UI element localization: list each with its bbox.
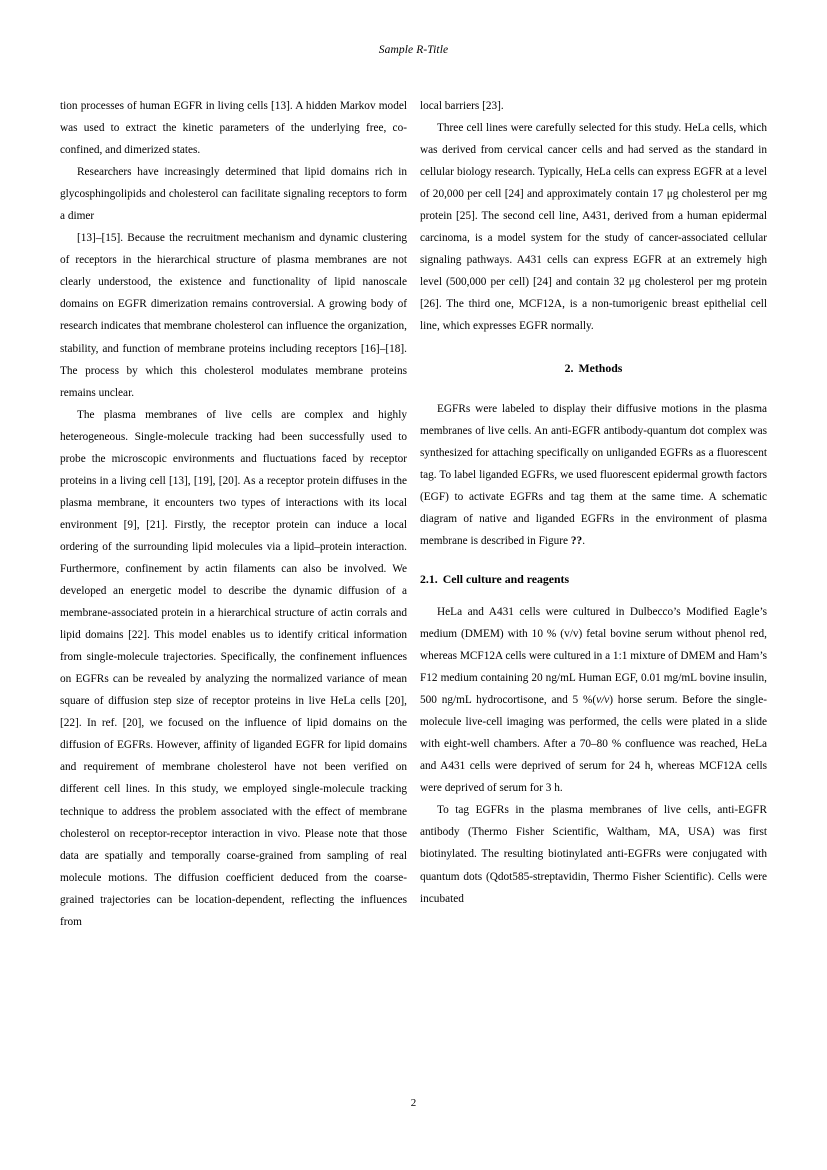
paragraph-part: g cholesterol per mg protein [25]. The second cell line, A431, derived from a human epidermal carcinoma, is a model system for the study of cancer-associated cellular signaling pathways. A431 cells can express EGFR at an extremely high level (500,000 per cell) [24] and contain 32 xyxy=(420,188,767,289)
figure-reference-placeholder: ?? xyxy=(570,534,583,547)
paragraph: local barriers [23]. xyxy=(420,100,504,112)
right-column xyxy=(420,95,767,1070)
subsection-number: 2.1. xyxy=(420,571,438,586)
section-heading xyxy=(420,338,767,398)
paragraph: [13]–[15]. Because the recruitment mechanism and dynamic clustering of receptors in the hierarchical structure of plasma membranes are not clearly understood, the existence and functionality of lipid nanoscale domains on EGFR dimerization remains controversial. A growing body of research indicates that membrane cholesterol can influence the organization, stability, and function of membrane proteins including receptors [16]–[18]. The process by which this cholesterol modulates membrane proteins remains unclear. xyxy=(60,232,407,399)
subsection-heading xyxy=(420,552,767,601)
paragraph xyxy=(420,117,767,337)
paragraph-part: ) horse serum. Before the single-molecule live-cell imaging was performed, the cells were plated in a slide with eight-well chambers. After a 70–80 % confluence was reached, HeLa and A431 cells were deprived of serum for 24 h, whereas MCF12A cells were deprived of serum for 3 h. xyxy=(420,694,767,795)
paragraph-part: HeLa and A431 cells were cultured in Dulbecco’s Modified Eagle’s medium (DMEM) with 10 % (v/v) fetal bovine serum without phenol red, whereas MCF12A cells were cultured in a 1:1 mixture of DMEM and Ham’s F12 medium containing 20 ng/mL Human EGF, 0.01 mg/mL bovine insulin, 500 ng/mL hydrocortisone, and 5 %( xyxy=(420,605,767,707)
section-title: Methods xyxy=(578,360,623,375)
left-column xyxy=(60,95,407,1070)
subsection-title: Cell culture and reagents xyxy=(442,571,570,586)
paragraph: The plasma membranes of live cells are complex and highly heterogeneous. Single-molecule tracking had been successfully used to probe the microscopic environments and fluctuations faced by receptor proteins in a living cell [13], [19], [20]. As a receptor protein diffuses in the plasma membrane, it encounters two types of interactions with its local environment [9], [21]. Firstly, the receptor protein can induce a local ordering of the surrounding lipid molecules via a lipid–protein interaction. Furthermore, confinement by actin filaments can also be involved. We developed an energetic model to describe the dynamic diffusion of a membrane-associated protein in a hierarchical structure of actin corrals and lipid domains [22]. This model enables us to identify critical information from single-molecule trajectories. Specifically, the confinement influences on EGFRs can be revealed by analyzing the normalized variance of mean square of diffusion step size of receptor proteins in live HeLa cells [20], [22]. In ref. [20], we focused on the influence of lipid domains on the diffusion of EGFRs. However, affinity of liganded EGFR for lipid domains and requirement of membrane cholesterol have not been verified on different cell lines. In this study, we employed single-molecule tracking technique to address the problem associated with the effect of membrane cholesterol on receptor-receptor interaction in vivo. Please note that those data are spatially and temporally coarse-grained from sampling of real molecule motions. The diffusion coefficient deduced from the coarse-grained trajectories can be location-dependent, reflecting the influences from xyxy=(60,408,407,928)
two-column-body xyxy=(60,95,767,1070)
paragraph: tion processes of human EGFR in living cells [13]. A hidden Markov model was used to extract the kinetic parameters of the underlying free, co-confined, and dimerized states. xyxy=(60,100,407,157)
italic-vv: v/v xyxy=(596,694,610,707)
paragraph xyxy=(420,601,767,799)
section-number: 2. xyxy=(564,360,574,375)
paragraph-part: g cholesterol per mg protein [26]. The third one, MCF12A, is a non-tumorigenic breast epithelial cell line, which expresses EGFR normally. xyxy=(420,276,767,333)
micro-symbol: μ xyxy=(666,188,673,201)
page-number: 2 xyxy=(410,1097,417,1109)
paragraph xyxy=(420,398,767,552)
micro-symbol: μ xyxy=(628,276,635,289)
paragraph-part: . xyxy=(582,534,586,547)
paragraph: To tag EGFRs in the plasma membranes of live cells, anti-EGFR antibody (Thermo Fisher Scientific, Waltham, MA, USA) was first biotinylated. The resulting biotinylated anti-EGFRs were conjugated with quantum dots (Qdot585-streptavidin, Thermo Fisher Scientific). Cells were incubated xyxy=(420,804,767,905)
paragraph-part: Three cell lines were carefully selected for this study. HeLa cells, which was derived from cervical cancer cells and had served as the standard in cellular biology research. Typically, HeLa cells can express EGFR at a level of 20,000 per cell [24] and approximately contain 17 xyxy=(420,122,767,201)
paragraph: Researchers have increasingly determined that lipid domains rich in glycosphingolipids and cholesterol can facilitate signaling receptors to form a dimer xyxy=(60,166,407,223)
paragraph-part: EGFRs were labeled to display their diffusive motions in the plasma membranes of live cells. An anti-EGFR antibody-quantum dot complex was synthesized for attaching specifically on unliganded EGFRs as a fluorescent tag. To label liganded EGFRs, we used fluorescent epidermal growth factors (EGF) to activate EGFRs and tag them at the same time. A schematic diagram of native and liganded EGFRs in the environment of plasma membrane is described in Figure xyxy=(420,402,767,547)
running-header-title: Sample R-Title xyxy=(378,44,449,56)
